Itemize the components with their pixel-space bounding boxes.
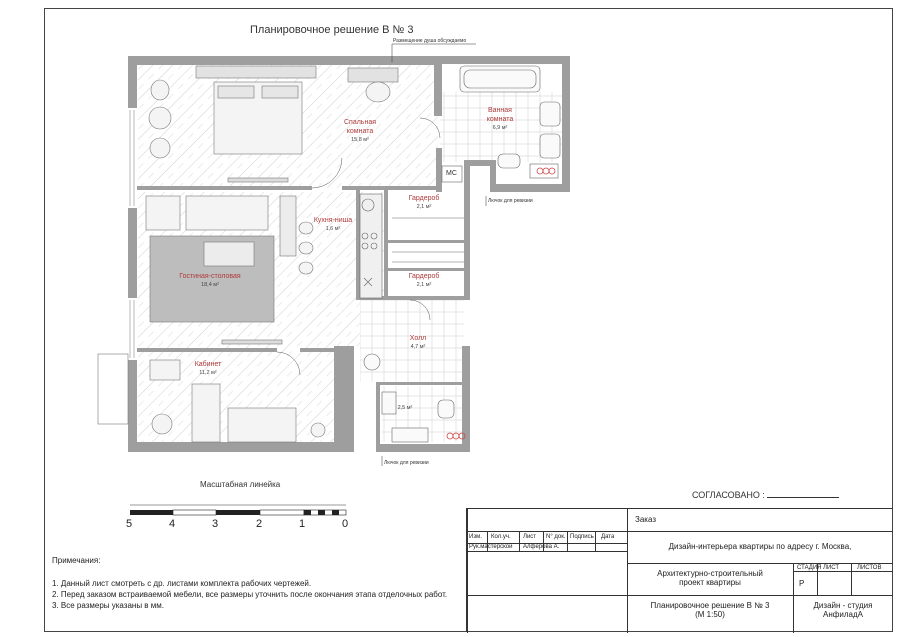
note-item: 3. Все размеры указаны в мм.	[52, 601, 164, 610]
room-label-bathroom: Ванная комната 6,9 м²	[486, 107, 514, 131]
col-header: Лист	[523, 534, 537, 540]
scale-title: Масштабная линейка	[200, 480, 281, 489]
scale-number: 2	[256, 518, 263, 530]
room-label-wardrobe-2: Гардероб 2,1 м²	[408, 273, 440, 288]
section-name: Архитектурно-строительный проект квартиры	[657, 569, 763, 587]
kitchen-furniture	[360, 194, 382, 298]
approval-label: СОГЛАСОВАНО :	[692, 490, 765, 500]
room-label-wc: 2,5 м²	[397, 405, 413, 411]
sheets-header: ЛИСТОВ	[857, 565, 882, 571]
sheet-header: ЛИСТ	[823, 565, 840, 571]
sheet-title: Планировочное решение В № 3	[250, 24, 414, 36]
col-header: Дата	[601, 534, 615, 540]
note-item: 1. Данный лист смотреть с др. листами комплекта рабочих чертежей.	[52, 579, 312, 588]
scale-number: 5	[126, 518, 133, 530]
manager-role: Рук.мастерской	[469, 544, 513, 550]
approval	[692, 490, 839, 500]
scale-number: 1	[299, 518, 306, 530]
room-label-wardrobe-1: Гардероб 2,1 м²	[408, 195, 440, 210]
col-header: Подпись	[570, 534, 594, 540]
shower-note: Размещение душа обсуждаемо	[393, 38, 467, 44]
title-block	[466, 508, 893, 632]
col-header: N° док.	[546, 534, 566, 540]
order-label: Заказ	[635, 515, 656, 524]
stage-value: Р	[799, 579, 805, 588]
col-header: Изм.	[469, 534, 482, 540]
manager-name: Алферова А.	[523, 544, 560, 550]
scale-number: 4	[169, 518, 176, 530]
scale-number: 3	[212, 518, 219, 530]
room-label-living: Гостиная-столовая 18,4 м²	[179, 273, 241, 288]
approval-signature-line	[767, 497, 839, 498]
studio-name: Дизайн - студия АнфиладА	[813, 601, 873, 619]
note-item: 2. Перед заказом встраиваемой мебели, все размеры уточнить после окончания этапа отделочных работ.	[52, 590, 448, 599]
stage-header: СТАДИЯ	[797, 565, 822, 571]
notes-heading: Примечания:	[52, 556, 101, 565]
col-header: Кол.уч.	[491, 534, 511, 540]
scale-bar	[130, 505, 346, 515]
notes	[52, 555, 472, 611]
room-label-hall: Холл 4,7 м²	[409, 335, 427, 350]
room-label-bedroom: Спальная комната 15,8 м²	[343, 119, 377, 143]
drawing-name: Планировочное решение В № 3 (М 1:50)	[650, 601, 770, 619]
mc-label: МС	[446, 170, 457, 177]
scale-number: 0	[342, 518, 349, 530]
room-label-kitchen: Кухня-ниша 1,6 м²	[313, 217, 353, 232]
hatch-note-bath: Лючок для ревизии	[488, 198, 533, 204]
hatch-note-wc: Лючок для ревизии	[384, 460, 429, 466]
project-description: Дизайн-интерьера квартиры по адресу г. Москва,	[668, 542, 852, 551]
room-label-study: Кабинет 11,2 м²	[194, 361, 222, 376]
